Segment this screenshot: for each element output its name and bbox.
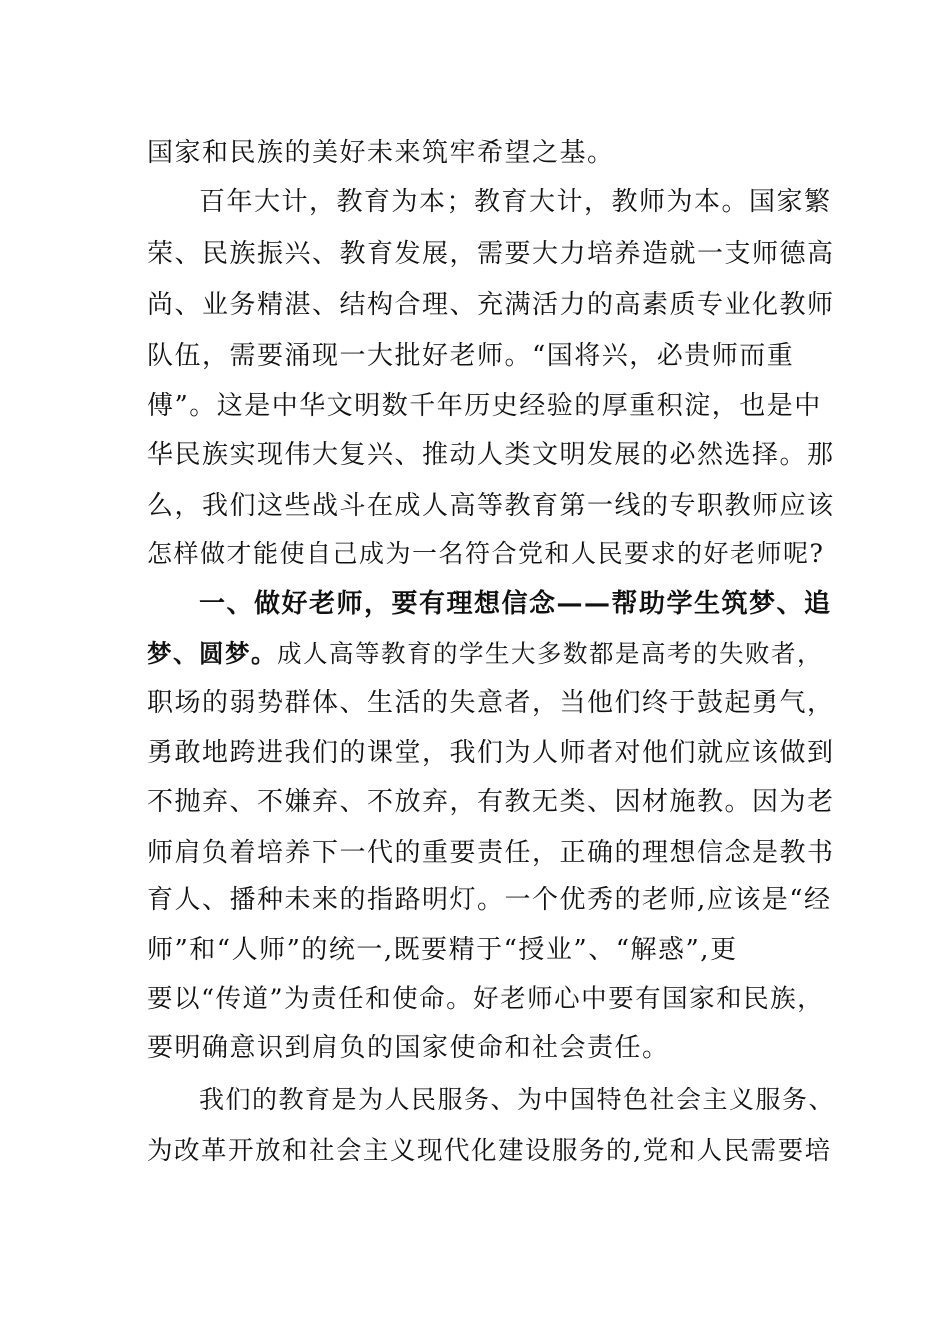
text-line: 勇敢地跨进我们的课堂，我们为人师者对他们就应该做到: [147, 738, 835, 768]
text-line: 荣、民族振兴、教育发展，需要大力培养造就一支师德高: [147, 239, 835, 269]
paragraph-first-line: 我们的教育是为人民服务、为中国特色社会主义服务、: [199, 1085, 836, 1114]
text-line: 华民族实现伟大复兴、推动人类文明发展的必然选择。那: [147, 440, 835, 470]
text-line: 么，我们这些战斗在成人高等教育第一线的专职教师应该: [147, 491, 835, 521]
text-line: 要明确意识到肩负的国家使命和社会责任。: [147, 1033, 670, 1063]
section-heading-end: 梦、圆梦。: [147, 639, 277, 668]
paragraph-first-line: 百年大计，教育为本；教育大计，教师为本。国家繁: [199, 187, 832, 217]
text-line: 怎样做才能使自己成为一名符合党和人民要求的好老师呢?: [147, 539, 825, 568]
text-line: [147, 637, 823, 671]
text-line: 傅”。这是中华文明数千年历史经验的厚重积淀，也是中: [147, 391, 822, 421]
text-line: 职场的弱势群体、生活的失意者，当他们终于鼓起勇气，: [147, 688, 835, 718]
text-line: 不抛弃、不嫌弃、不放弃，有教无类、因材施教。因为老: [147, 787, 835, 817]
text-line: 要以“传道”为责任和使命。好老师心中要有国家和民族，: [147, 984, 825, 1014]
text-line: 队伍，需要涌现一大批好老师。“国将兴，必贵师而重: [147, 341, 795, 371]
text-line: 尚、业务精湛、结构合理、充满活力的高素质专业化教师: [147, 290, 835, 320]
text-span: 成人高等教育的学生大多数都是高考的失败者，: [277, 639, 823, 668]
text-line: 师肩负着培养下一代的重要责任，正确的理想信念是教书: [147, 838, 835, 868]
text-line: 为改革开放和社会主义现代化建设服务的,党和人民需要培: [147, 1136, 832, 1166]
text-line: 国家和民族的美好未来筑牢希望之基。: [147, 138, 615, 168]
text-line: 师”和“人师”的统一,既要精于“授业”、“解惑”,更: [147, 935, 738, 965]
section-heading: 一、做好老师，要有理想信念——帮助学生筑梦、追: [199, 589, 832, 619]
text-line: 育人、播种未来的指路明灯。一个优秀的老师,应该是“经: [147, 885, 832, 915]
